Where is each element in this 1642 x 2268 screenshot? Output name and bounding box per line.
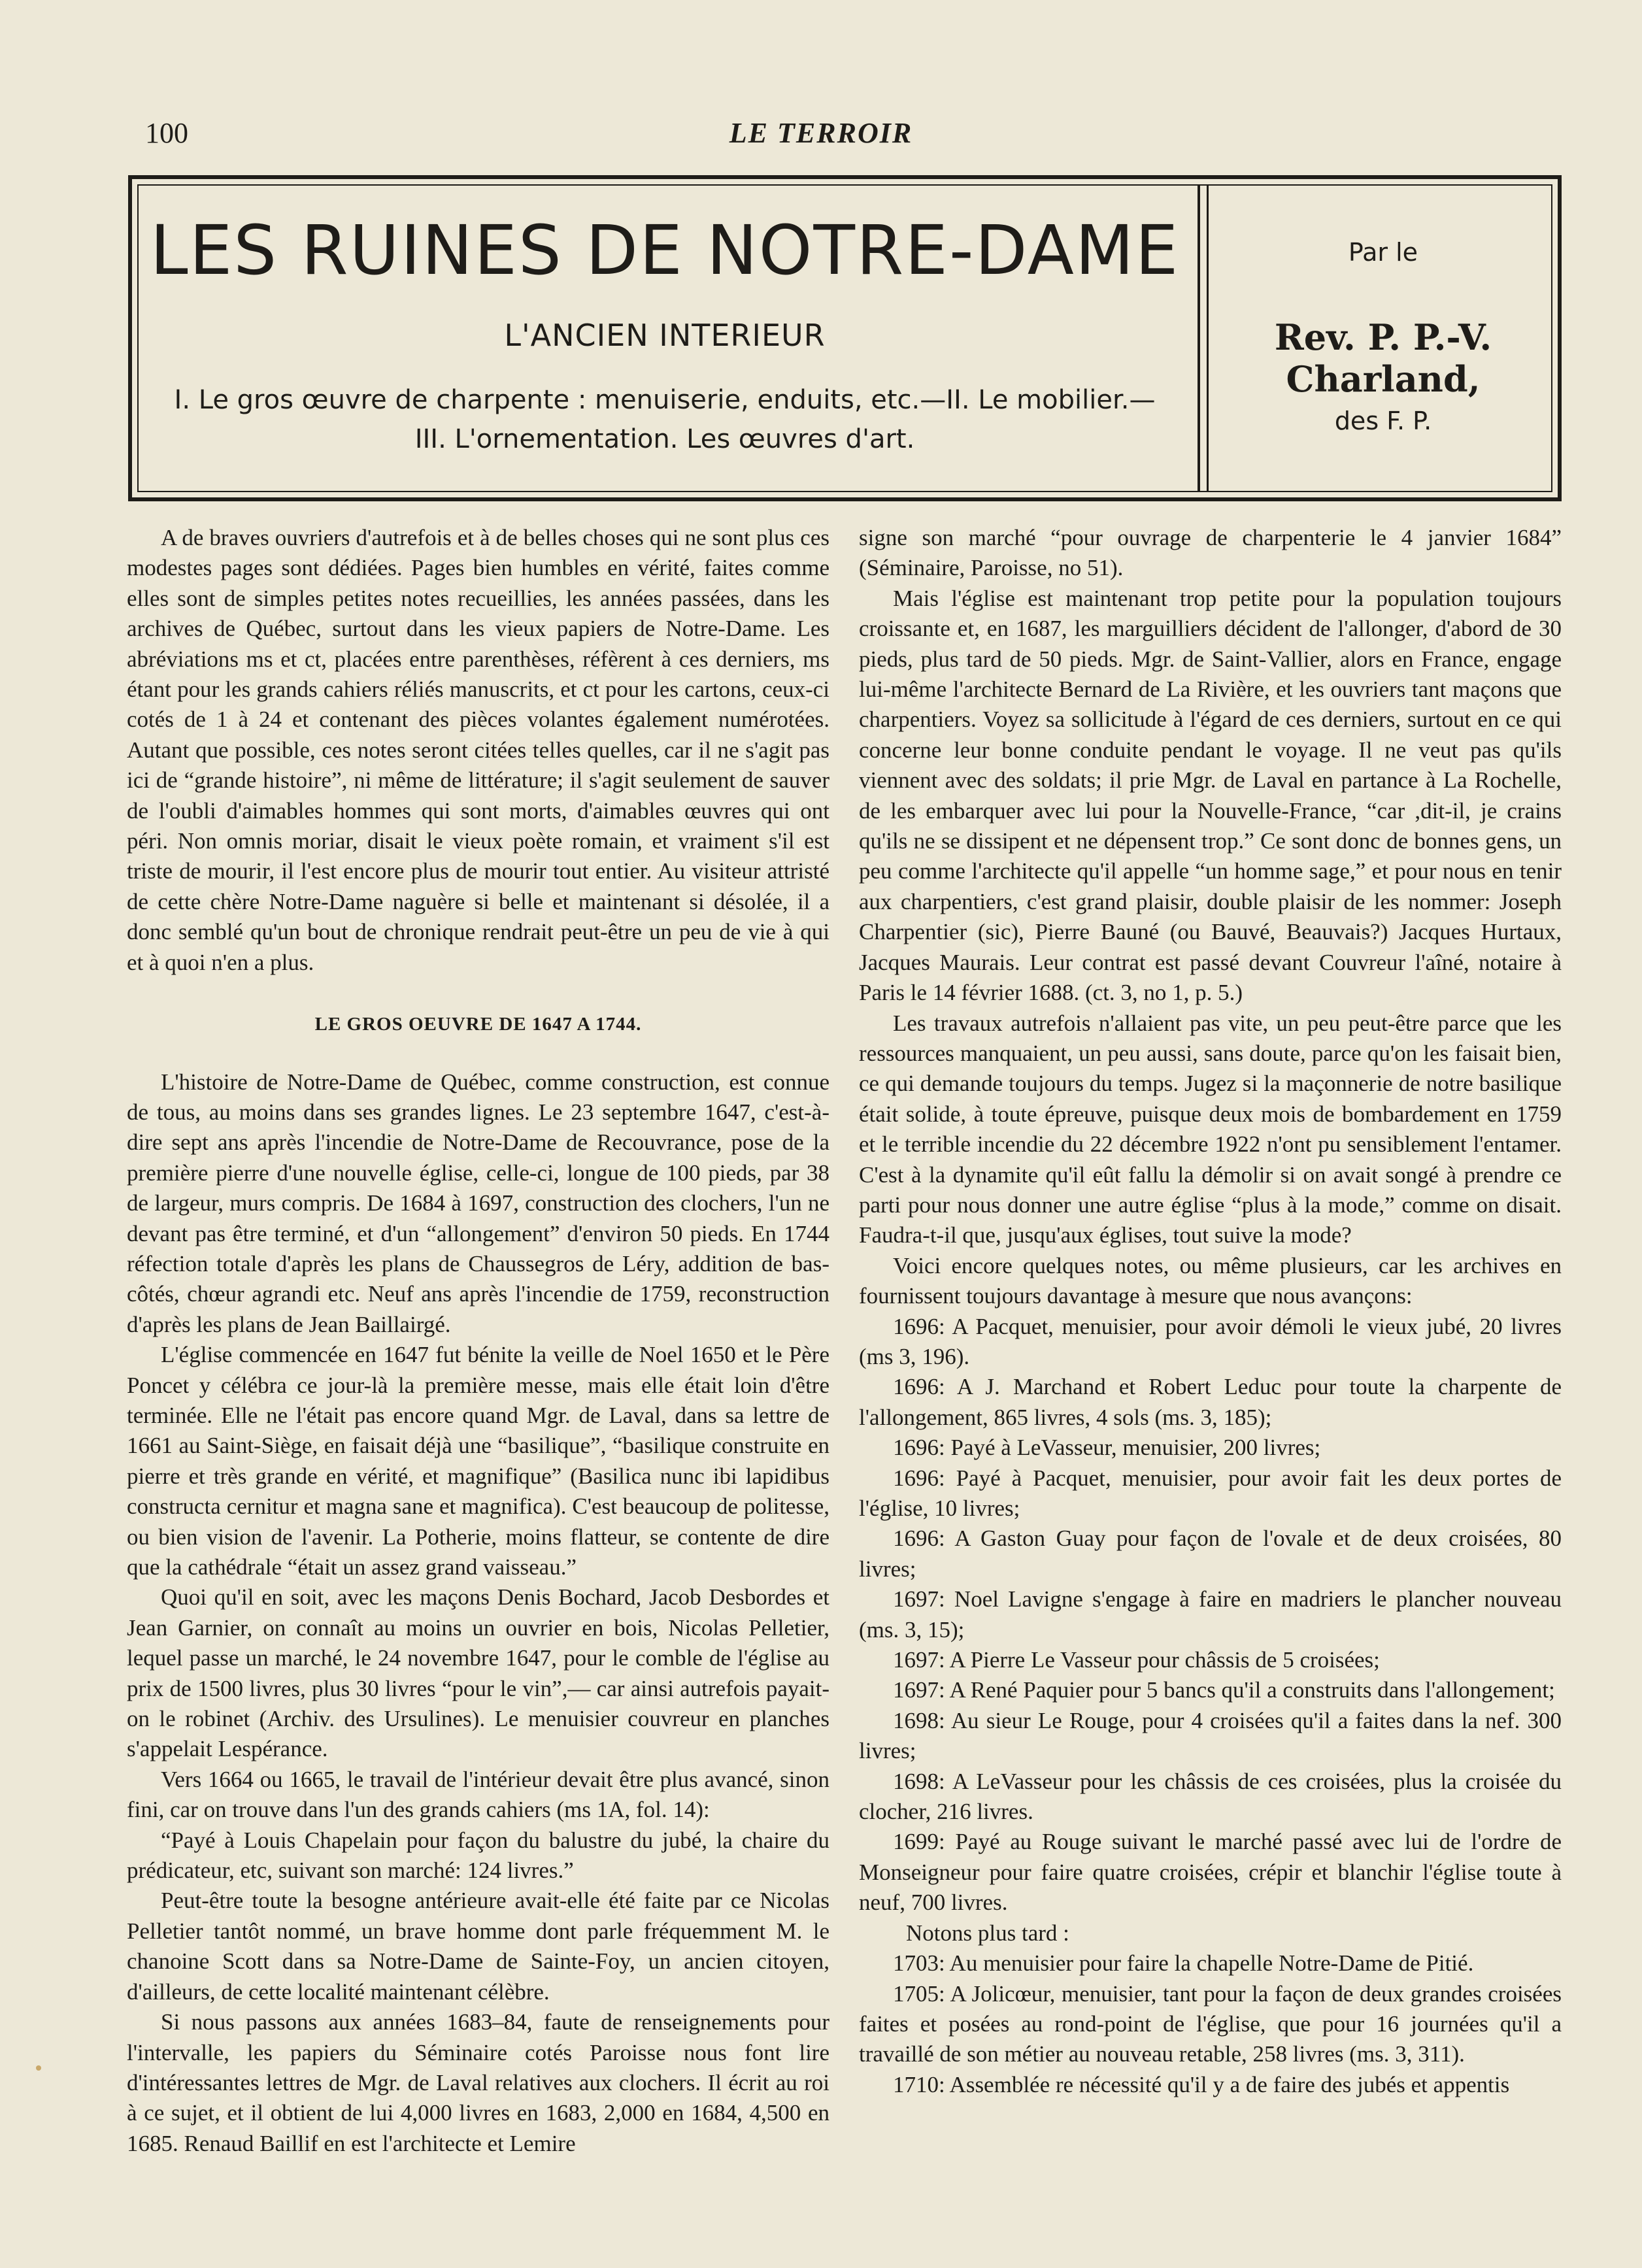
paper-spot — [36, 2065, 41, 2071]
title-box — [128, 175, 1562, 501]
section-heading: LE GROS OEUVRE DE 1647 A 1744. — [314, 1014, 642, 1035]
byline — [1209, 179, 1558, 497]
paragraph: Mais l'église est maintenant trop petite pour la population toujours croissante et, en 1687, les marguilliers décident de l'allonger, d'abord de 30 pieds, plus tard de 50 pieds. Mgr. de Saint-Vallier, alors en France, engage lui-même l'architecte Bernard de La Rivière, et les ouvriers tant maçons que charpentiers. Voyez sa sollicitude à l'égard de ces derniers, surtout en ce qui concerne leur bonne conduite pendant le voyage. Il ne veut pas qu'ils viennent avec des soldats; il prie Mgr. de Laval en partance à La Rochelle, de les embarquer avec lui pour la Nouvelle-France, “car ,dit-il, je crains qu'ils ne se dissipent et ne dépensent trop.” Ce sont donc de bonnes gens, un peu comme l'architecte qu'il appelle “un homme sage,” et pour nous en tenir aux charpentiers, c'est grand plaisir, double plaisir de les nommer: Joseph Charpentier (sic), Pierre Bauné (ou Bauvé, Beauvais?) Jacques Hurtaux, Jacques Maurais. Leur contrat est passé devant Couvreur l'aîné, notaire à Paris le 14 février 1688. (ct. 3, no 1, p. 5.) — [859, 585, 1562, 1006]
title-divider — [1198, 184, 1200, 492]
ledger-entry: 1696: Payé à LeVasseur, menuisier, 200 livres; — [893, 1435, 1321, 1461]
ledger-entry: 1710: Assemblée re nécessité qu'il y a de faire des jubés et appentis — [893, 2071, 1510, 2097]
right-column — [859, 523, 1562, 2100]
ledger-entry: 1698: Au sieur Le Rouge, pour 4 croisées qu'il a faites dans la nef. 300 livres; — [859, 1707, 1562, 1764]
ledger-entry: 1697: Noel Lavigne s'engage à faire en madriers le plancher nouveau (ms. 3, 15); — [859, 1586, 1562, 1643]
ledger-entry: 1696: A J. Marchand et Robert Leduc pour toute la charpente de l'allongement, 865 livres, 4 sols (ms. 3, 185); — [859, 1374, 1562, 1430]
ledger-entry: 1705: A Jolicœur, menuisier, tant pour la façon de deux grandes croisées faites et posées au rond-point de l'église, que pour 16 journées qu'il a travaillé de son métier au nouveau retable, 258 livres (ms. 3, 311). — [859, 1980, 1562, 2067]
ledger-entry: 1698: A LeVasseur pour les châssis de ces croisées, plus la croisée du clocher, 216 livres. — [859, 1768, 1562, 1825]
ledger-entry: 1697: A Pierre Le Vasseur pour châssis de 5 croisées; — [893, 1647, 1380, 1673]
paragraph: signe son marché “pour ouvrage de charpenterie le 4 janvier 1684” (Séminaire, Paroisse, no 51). — [859, 525, 1562, 581]
author-order: des F. P. — [1334, 407, 1432, 435]
ledger-entry: 1696: A Pacquet, menuisier, pour avoir démoli le vieux jubé, 20 livres (ms 3, 196). — [859, 1313, 1562, 1369]
left-column — [127, 523, 829, 2159]
paragraph: Peut-être toute la besogne antérieure avait-elle été faite par ce Nicolas Pelletier tantôt nommé, un brave homme dont parle fréquemment M. le chanoine Scott dans sa Notre-Dame de Sainte-Foy, un ancien citoyen, d'ailleurs, de cette localité maintenant célèbre. — [127, 1888, 829, 2005]
page-number: 100 — [145, 117, 188, 149]
contents-line: III. L'ornementation. Les œuvres d'art. — [414, 424, 915, 454]
journal-title: LE TERROIR — [729, 117, 913, 149]
paragraph: L'église commencée en 1647 fut bénite la veille de Noel 1650 et le Père Poncet y célébra ce jour-là la première messe, mais elle était loin d'être terminée. Elle ne l'était pas encore quand Mgr. de Laval, dans sa lettre de 1661 au Saint-Siège, en faisait déjà une “basilique”, “basilique construite en pierre et très grande en vérité, et magnifique” (Basilica nunc ibi lapidibus constructa cernitur et magna sane et magnifica). C'est beaucoup de politesse, ou bien vision de l'avenir. La Potherie, moins flatteur, se contente de dire que la cathédrale “était un assez grand vaisseau.” — [127, 1342, 829, 1580]
contents-line: I. Le gros œuvre de charpente : menuiserie, enduits, etc.—II. Le mobilier.— — [174, 385, 1156, 415]
paragraph: Quoi qu'il en soit, avec les maçons Denis Bochard, Jacob Desbordes et Jean Garnier, on connaît au moins un ouvrier en bois, Nicolas Pelletier, lequel passe un marché, le 24 novembre 1647, pour le comble de l'église au prix de 1500 livres, plus 30 livres “pour le vin”,— car ainsi autrefois payait-on le robinet (Archiv. des Ursulines). Le menuisier couvreur en planches s'appelait Lespérance. — [127, 1584, 829, 1762]
ledger-entry: 1696: Payé à Pacquet, menuisier, pour avoir fait les deux portes de l'église, 10 livres; — [859, 1465, 1562, 1521]
paragraph: L'histoire de Notre-Dame de Québec, comme construction, est connue de tous, au moins dans ses grandes lignes. Le 23 septembre 1647, c'est-à-dire sept ans après l'incendie de Notre-Dame de Recouvrance, pose de la première pierre d'une nouvelle église, celle-ci, longue de 100 pieds, par 38 de largeur, murs compris. De 1684 à 1697, construction des clochers, l'un ne devant pas être terminé, et d'un “allongement” d'environ 50 pieds. En 1744 réfection totale d'après les plans de Chaussegros de Léry, addition de bas-côtés, chœur agrandi etc. Neuf ans après l'incendie de 1759, reconstruction d'après les plans de Jean Baillairgé. — [127, 1069, 829, 1337]
article-subtitle: L'ANCIEN INTERIEUR — [504, 318, 826, 353]
ledger-entry: 1699: Payé au Rouge suivant le marché passé avec lui de l'ordre de Monseigneur pour faire quatre croisées, crépir et blanchir l'église toute à neuf, 700 livres. — [859, 1829, 1562, 1916]
paragraph: Notons plus tard : — [906, 1920, 1069, 1946]
author-name: Rev. P. P.-V. Charland, — [1274, 316, 1492, 400]
paragraph: Les travaux autrefois n'allaient pas vite, un peu peut-être parce que les ressources manquaient, un peu aussi, sans doute, parce qu'on les faisait bien, ce qui demande toujours du temps. Jugez si la maçonnerie de notre basilique était solide, à toute épreuve, puisque deux mois de bombardement en 1759 et le terrible incendie du 22 décembre 1922 n'ont pu sensiblement l'entamer. C'est à la dynamite qu'il eût fallu la démolir si on avait songé à prendre ce parti pour nous donner une autre église “plus à la mode,” comme on disait. Faudra-t-il que, jusqu'aux églises, tout suive la mode? — [859, 1010, 1562, 1248]
byline-prefix: Par le — [1348, 238, 1418, 267]
paragraph: “Payé à Louis Chapelain pour façon du balustre du jubé, la chaire du prédicateur, etc, suivant son marché: 124 livres.” — [127, 1827, 829, 1884]
ledger-entry: 1696: A Gaston Guay pour façon de l'ovale et de deux croisées, 80 livres; — [859, 1526, 1562, 1582]
paragraph: Voici encore quelques notes, ou même plusieurs, car les archives en fournissent toujours davantage à mesure que nous avançons: — [859, 1252, 1562, 1309]
article-title: LES RUINES DE NOTRE-DAME — [150, 210, 1180, 290]
running-head — [0, 116, 1642, 156]
paragraph: A de braves ouvriers d'autrefois et à de belles choses qui ne sont plus ces modestes pages sont dédiées. Pages bien humbles en vérité, faites comme elles sont de simples petites notes recueillies, les années passées, dans les archives de Québec, surtout dans les vieux papiers de Notre-Dame. Les abréviations ms et ct, placées entre parenthèses, réfèrent à ces derniers, ms étant pour les grands cahiers réliés manuscrits, et ct pour les cartons, ceux-ci cotés de 1 à 24 et contenant des pièces volantes également numérotées. Autant que possible, ces notes seront citées telles quelles, car il ne s'agit pas ici de “grande histoire”, ni même de littérature; il s'agit seulement de sauver de l'oubli d'aimables hommes qui sont morts, d'aimables œuvres qui ont péri. Non omnis moriar, disait le vieux poète romain, et vraiment s'il est triste de mourir, il l'est encore plus de mourir tout entier. Au visiteur attristé de cette chère Notre-Dame naguère si belle et maintenant si désolée, il a donc semblé qu'un bout de chronique rendrait peut-être un peu de vie à qui et à quoi n'en a plus. — [127, 525, 829, 975]
ledger-entry: 1703: Au menuisier pour faire la chapelle Notre-Dame de Pitié. — [893, 1950, 1474, 1976]
paragraph: Si nous passons aux années 1683–84, faute de renseignements pour l'intervalle, les papiers du Séminaire cotés Paroisse nous font lire d'intéressantes lettres de Mgr. de Laval relatives aux clochers. Il écrit au roi à ce sujet, et il obtient de lui 4,000 livres en 1683, 2,000 en 1684, 4,500 en 1685. Renaud Baillif en est l'architecte et Lemire — [127, 2009, 829, 2156]
ledger-entry: 1697: A René Paquier pour 5 bancs qu'il a construits dans l'allongement; — [893, 1677, 1555, 1703]
title-left — [132, 179, 1198, 497]
paragraph: Vers 1664 ou 1665, le travail de l'intérieur devait être plus avancé, sinon fini, car on trouve dans l'un des grands cahiers (ms 1A, fol. 14): — [127, 1766, 829, 1823]
